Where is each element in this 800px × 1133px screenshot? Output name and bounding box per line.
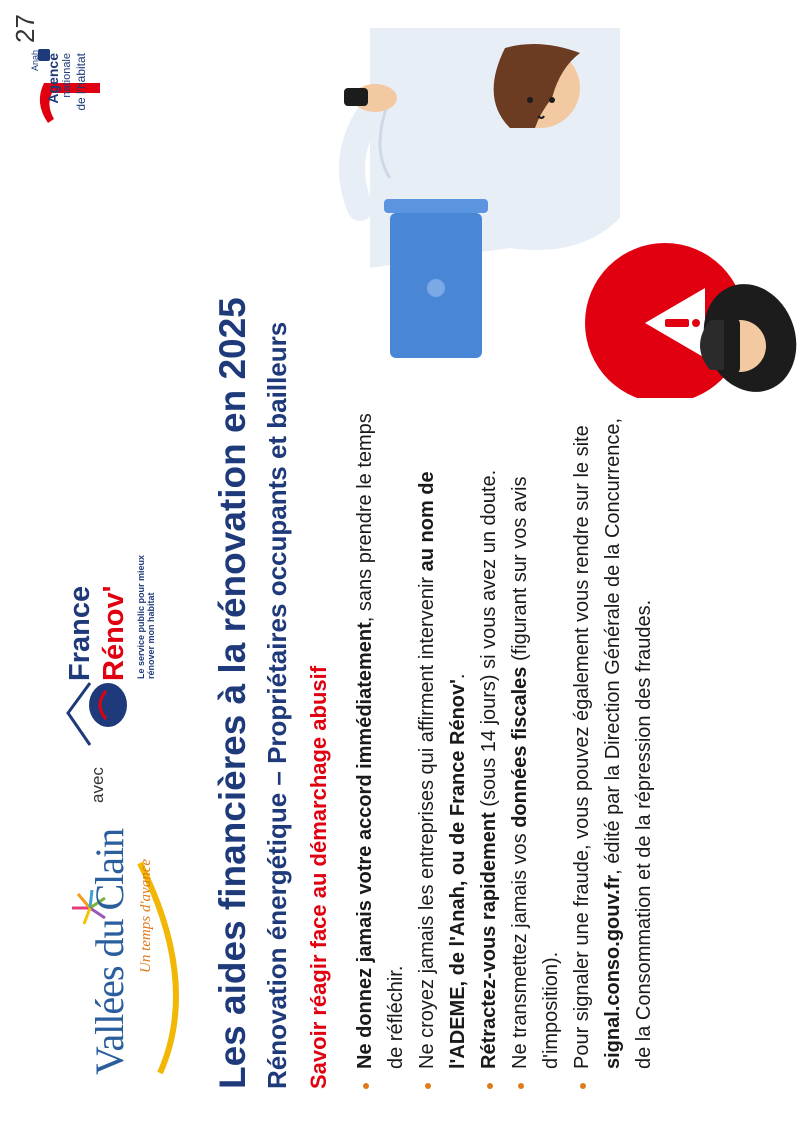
page-number: 27	[10, 14, 40, 43]
anah-line3: de l'habitat	[74, 53, 88, 111]
list-item	[567, 399, 660, 1089]
bullet-dot-icon	[487, 1083, 493, 1089]
anah-line1: Agence	[45, 53, 61, 104]
scam-illustration	[330, 8, 800, 398]
france-renov-line2: Rénov'	[98, 585, 130, 681]
list-item	[350, 399, 412, 1089]
anah-line2: nationale	[61, 53, 73, 98]
avec-label: avec	[88, 767, 107, 803]
bullet-part: .	[447, 673, 469, 680]
anah-badge: Anah	[30, 49, 40, 71]
bullet-part: Ne transmettez jamais vos	[509, 827, 531, 1069]
france-renov-line1: France	[64, 585, 96, 681]
bullet-text	[509, 477, 562, 1069]
bullet-part: , édité par la Direction Générale de la Concurrence, de la Consommation et de la répression des fraudes.	[602, 417, 655, 1069]
bullet-text	[478, 470, 500, 1069]
anah-text	[46, 53, 88, 123]
page-title: Les aides financières à la rénovation en 2025	[212, 297, 253, 1089]
bullet-part: Ne croyez jamais les entreprises qui affirment intervenir	[416, 571, 438, 1069]
bullet-dot-icon	[518, 1083, 524, 1089]
bullet-dot-icon	[580, 1083, 586, 1089]
vallees-du-clain-tagline: Un temps d'avance	[138, 858, 154, 973]
bullet-part: signal.conso.gouv.fr	[602, 874, 624, 1069]
bullet-dot-icon	[363, 1083, 369, 1089]
bullet-part: Pour signaler une fraude, vous pouvez également vous rendre sur le site	[571, 425, 593, 1069]
bullet-text	[354, 413, 407, 1069]
bullet-part: (sous 14 jours) si vous avez un doute.	[478, 469, 500, 813]
advice-list	[350, 399, 660, 1089]
list-item	[474, 399, 505, 1089]
vallees-du-clain-name: Vallées du Clain	[87, 828, 132, 1075]
bullet-text	[416, 471, 469, 1069]
bullet-part: , sans prendre le temps de réfléchir.	[354, 413, 407, 1069]
france-renov-tagline: Le service public pour mieux rénover mon habitat	[136, 554, 156, 679]
bullet-part: données fiscales	[509, 666, 531, 828]
page-subtitle: Rénovation énergétique – Propriétaires occupants et bailleurs	[262, 321, 292, 1089]
list-item	[505, 399, 567, 1089]
list-item	[412, 399, 474, 1089]
bullet-part: Ne donnez jamais votre accord immédiatement	[354, 622, 376, 1069]
man-at-laptop	[344, 28, 620, 358]
bullet-part: (figurant sur vos avis d'imposition).	[509, 476, 562, 1069]
bullet-part: Rétractez-vous rapidement	[478, 812, 500, 1069]
bullet-dot-icon	[425, 1083, 431, 1089]
section-heading: Savoir réagir face au démarchage abusif	[306, 665, 331, 1089]
bullet-part: au nom de l'ADEME, de l'Anah, ou de France Rénov'	[416, 471, 469, 1069]
bullet-text	[571, 418, 655, 1069]
